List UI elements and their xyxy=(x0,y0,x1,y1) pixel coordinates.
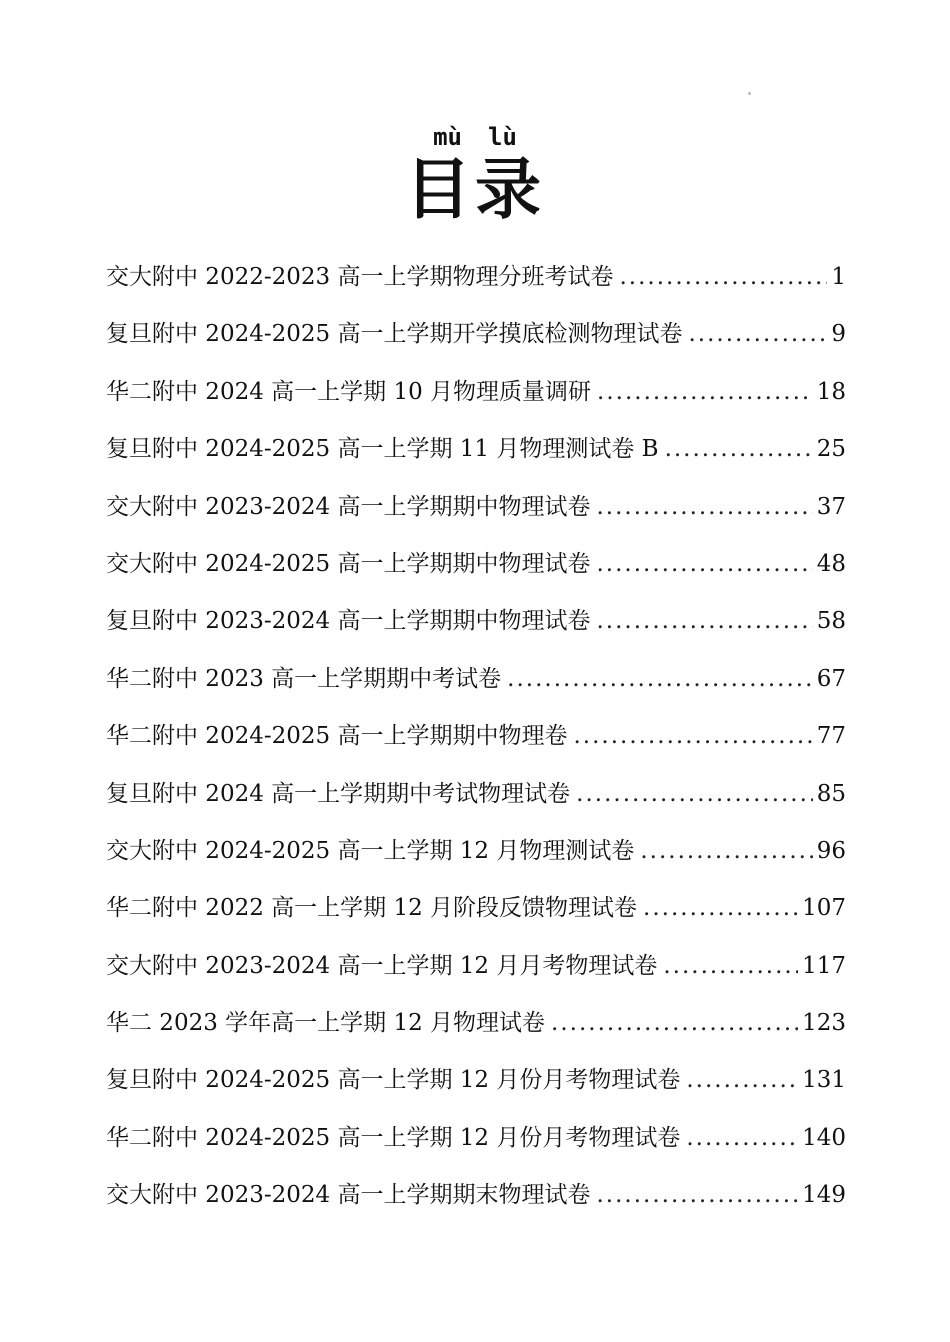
toc-dot-leader xyxy=(507,654,813,704)
toc-entry-page-number: 107 xyxy=(802,895,846,922)
toc-entry[interactable] xyxy=(106,424,846,481)
toc-entry-page-number: 77 xyxy=(816,723,846,750)
toc-entry-page-number: 37 xyxy=(816,493,846,520)
toc-entry-title: 复旦附中 2023-2024 高一上学期期中物理试卷 xyxy=(106,608,591,635)
toc-entry-title: 交大附中 2022-2023 高一上学期物理分班考试卷 xyxy=(106,264,614,290)
toc-entry-title: 华二附中 2024-2025 高一上学期 12 月份月考物理试卷 xyxy=(106,1124,681,1151)
toc-entry[interactable] xyxy=(106,596,846,653)
toc-entry-page-number: 67 xyxy=(816,665,846,692)
toc-entry[interactable] xyxy=(106,539,846,596)
toc-entry-page-number: 123 xyxy=(802,1010,846,1037)
toc-entry[interactable] xyxy=(106,309,846,366)
pinyin-syllable-1: mù xyxy=(433,123,462,151)
toc-entry-title: 交大附中 2023-2024 高一上学期期中物理试卷 xyxy=(106,493,591,520)
title-block xyxy=(0,122,950,226)
table-of-contents xyxy=(106,252,846,1228)
toc-entry-title: 复旦附中 2024-2025 高一上学期 12 月份月考物理试卷 xyxy=(106,1067,681,1094)
toc-dot-leader xyxy=(597,367,813,417)
toc-dot-leader xyxy=(643,883,798,933)
toc-dot-leader xyxy=(640,826,812,876)
toc-dot-leader xyxy=(686,1113,798,1163)
toc-entry-title: 交大附中 2023-2024 高一上学期 12 月月考物理试卷 xyxy=(106,952,658,979)
toc-entry-title: 交大附中 2024-2025 高一上学期期中物理试卷 xyxy=(106,550,591,577)
toc-dot-leader xyxy=(596,596,812,646)
decorative-dot xyxy=(748,92,751,95)
toc-dot-leader xyxy=(596,1170,798,1220)
toc-dot-leader xyxy=(665,424,813,474)
toc-entry-page-number: 85 xyxy=(816,780,846,807)
toc-entry-title: 华二附中 2022 高一上学期 12 月阶段反馈物理试卷 xyxy=(106,895,638,922)
toc-entry[interactable] xyxy=(106,654,846,711)
toc-entry[interactable] xyxy=(106,711,846,768)
toc-entry-title: 复旦附中 2024-2025 高一上学期开学摸底检测物理试卷 xyxy=(106,321,683,348)
toc-entry[interactable] xyxy=(106,941,846,998)
toc-dot-leader xyxy=(551,998,798,1048)
toc-entry[interactable] xyxy=(106,769,846,826)
title-pinyin xyxy=(0,122,950,152)
toc-entry-title: 华二附中 2023 高一上学期期中考试卷 xyxy=(106,665,502,692)
toc-dot-leader xyxy=(688,309,827,359)
toc-entry-title: 交大附中 2024-2025 高一上学期 12 月物理测试卷 xyxy=(106,837,635,864)
toc-entry[interactable] xyxy=(106,367,846,424)
toc-dot-leader xyxy=(573,711,812,761)
toc-entry-page-number: 140 xyxy=(802,1124,846,1151)
toc-entry-page-number: 149 xyxy=(802,1182,846,1209)
pinyin-syllable-2: lù xyxy=(488,123,517,151)
toc-dot-leader xyxy=(686,1055,798,1105)
toc-dot-leader xyxy=(596,539,812,589)
toc-entry-page-number: 58 xyxy=(816,608,846,635)
toc-entry-page-number: 25 xyxy=(816,436,846,463)
toc-dot-leader xyxy=(596,482,812,532)
toc-entry[interactable] xyxy=(106,883,846,940)
page-title: 目录 xyxy=(405,151,545,228)
toc-entry-title: 华二附中 2024 高一上学期 10 月物理质量调研 xyxy=(106,378,592,405)
toc-entry-page-number: 9 xyxy=(831,321,846,348)
toc-entry[interactable] xyxy=(106,482,846,539)
toc-entry-page-number: 96 xyxy=(816,837,846,864)
toc-entry[interactable] xyxy=(106,252,846,309)
toc-entry-title: 华二 2023 学年高一上学期 12 月物理试卷 xyxy=(106,1010,546,1037)
toc-entry[interactable] xyxy=(106,1170,846,1227)
toc-entry[interactable] xyxy=(106,826,846,883)
toc-dot-leader xyxy=(576,769,813,819)
toc-entry-page-number: 1 xyxy=(831,264,846,290)
toc-entry-title: 复旦附中 2024 高一上学期期中考试物理试卷 xyxy=(106,780,571,807)
toc-entry[interactable] xyxy=(106,998,846,1055)
toc-entry-page-number: 117 xyxy=(802,952,846,979)
toc-entry-title: 华二附中 2024-2025 高一上学期期中物理卷 xyxy=(106,723,568,750)
toc-entry-page-number: 48 xyxy=(816,550,846,577)
toc-dot-leader xyxy=(619,252,827,302)
toc-entry-page-number: 18 xyxy=(816,378,846,405)
toc-entry[interactable] xyxy=(106,1055,846,1112)
toc-entry-page-number: 131 xyxy=(802,1067,846,1094)
toc-entry-title: 交大附中 2023-2024 高一上学期期末物理试卷 xyxy=(106,1182,591,1209)
toc-dot-leader xyxy=(663,941,798,991)
toc-entry[interactable] xyxy=(106,1113,846,1170)
toc-entry-title: 复旦附中 2024-2025 高一上学期 11 月物理测试卷 B xyxy=(106,436,659,463)
